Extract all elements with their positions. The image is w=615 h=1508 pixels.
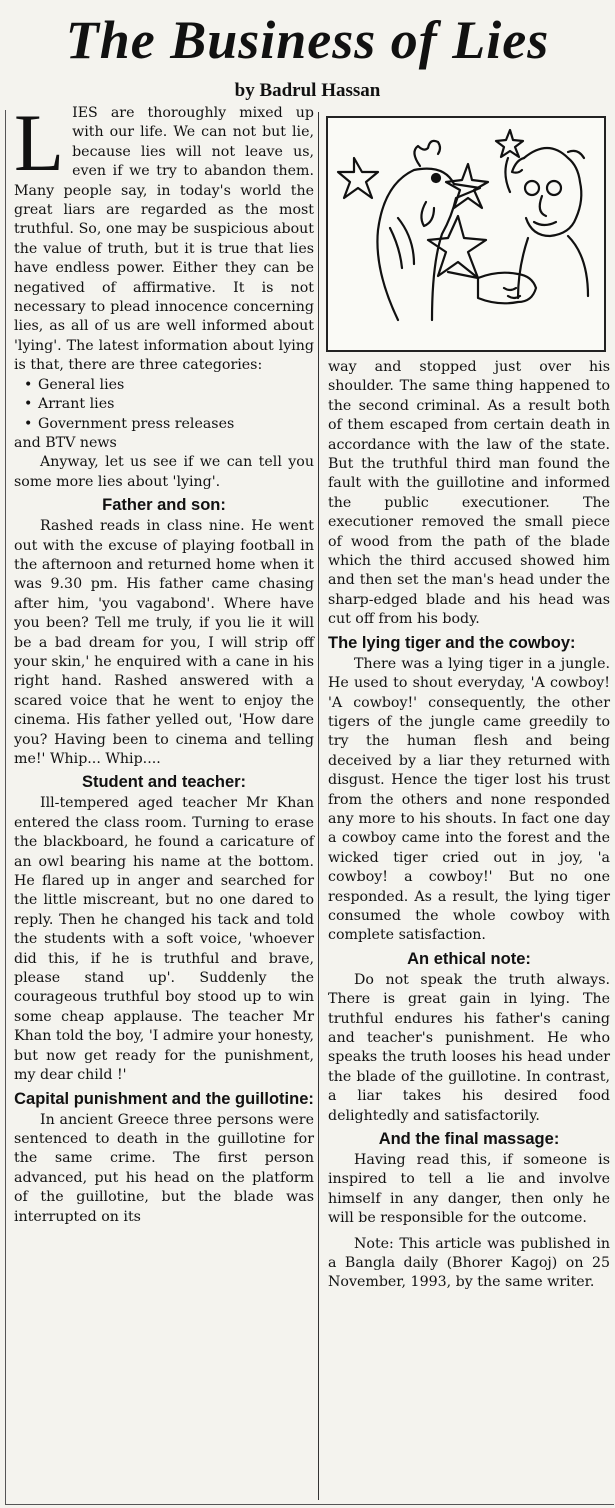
capital-body-right: way and stopped just over his shoulder. The same thing happened to the second criminal. As a result both of them escaped from certain death in accordance with the law of the state. But the truthful third man found the fault with the guillotine and informed the public executioner. The executioner removed the small piece of wood from the path of the blade which the third accused showed him and then set the man's head under the sharp-edged blade and his head was cut off from his body. (328, 359, 610, 628)
publication-note: Note: This article was published in a Bangla daily (Bhorer Kagoj) on 25 November, 1993, by the same writer. (328, 1235, 610, 1291)
heading-student-teacher: Student and teacher: (81, 773, 247, 792)
intro-closing: Anyway, let us see if we can tell you some more lies about 'lying'. (14, 454, 314, 490)
drop-cap: L (14, 97, 65, 188)
list-item: • Government press releases (24, 415, 235, 432)
list-item: • Arrant lies (24, 396, 115, 413)
column-divider (318, 112, 319, 1500)
left-column (14, 97, 314, 1227)
intro-text: IES are thoroughly mixed up with our life. We can not but lie, because lies will not leave us, even if we try to abandon them. Many people say, in today's world the great liars are regarded as the most truthful. So, one may be suspicious about the value of truth, but it is true that lies have endless power. Either they can be negatived of affirmative. It is not necessary to plead innocence concerning lies, as all of us are well informed about 'lying'. The latest information about lying is that, there are three categories: (14, 105, 314, 374)
capital-body-left: In ancient Greece three persons were sentenced to death in the guillotine for the same crime. The first person advanced, put his head on the platform of the guillotine, but the blade was interrupted on its (14, 1111, 314, 1225)
intro-paragraph (14, 97, 314, 376)
heading-father-son: Father and son: (102, 496, 226, 515)
heading-final-massage: And the final massage: (378, 1130, 560, 1149)
heading-capital-punishment: Capital punishment and the guillotine: (14, 1089, 314, 1108)
right-column (328, 358, 610, 1293)
article-title: The Business of Lies (65, 10, 550, 70)
student-teacher-body: Ill-tempered aged teacher Mr Khan entered the class room. Turning to erase the blackboard, he found a caricature of an owl bearing his name at the bottom. He flared up in anger and searched for the little miscreant, but no one dared to reply. Then he changed his tack and told the students with a soft voice, 'whoever did this, if he is truthful and brave, please stand up'. Suddenly the courageous truthful boy stood up to win some cheap applause. The teacher Mr Khan told the boy, 'I admire your honesty, but now get ready for the punishment, my dear child !' (14, 795, 314, 1084)
cartoon-rooster-and-man-icon (326, 116, 606, 352)
bullet-tail: and BTV news (14, 434, 117, 451)
heading-tiger-cowboy: The lying tiger and the cowboy: (328, 633, 576, 652)
heading-ethical-note: An ethical note: (407, 949, 531, 968)
list-item: • General lies (24, 376, 125, 393)
article-byline: by Badrul Hassan (234, 80, 381, 101)
tiger-body: There was a lying tiger in a jungle. He used to shout everyday, 'A cowboy! 'A cowboy!' consequently, the other tigers of the jungle came greedily to try the human flesh and being deceived by a liar they returned with disgust. Hence the tiger lost his trust from the others and none responded any more to his shouts. In fact one day a cowboy came into the forest and the wicked tiger cried out in joy, 'a cowboy! a cowboy!' But no one responded. As a result, the lying tiger consumed the whole cowboy with complete satisfaction. (328, 655, 610, 944)
final-body: Having read this, if someone is inspired to tell a lie and involve himself in any danger, then only he will be responsible for the outcome. (328, 1152, 610, 1227)
father-son-body: Rashed reads in class nine. He went out with the excuse of playing football in the afternoon and returned home when it was 9.30 pm. His father came chasing after him, 'you vagabond'. Where have you been? Tell me truly, if you lie it will be a bad dream for you, I will strip off your skin,' he enquired with a cane in his right hand. Rashed answered with a scared voice that he went to enjoy the cinema. His father yelled out, 'How dare you? Having been to cinema and telling me!' Whip... Whip.... (14, 518, 314, 767)
ethical-body: Do not speak the truth always. There is great gain in lying. The truthful endures his father's caning and teacher's punishment. He who speaks the truth looses his head under the blade of the guillotine. In contrast, a liar takes his desired food delightedly and satisfactorily. (328, 971, 610, 1124)
